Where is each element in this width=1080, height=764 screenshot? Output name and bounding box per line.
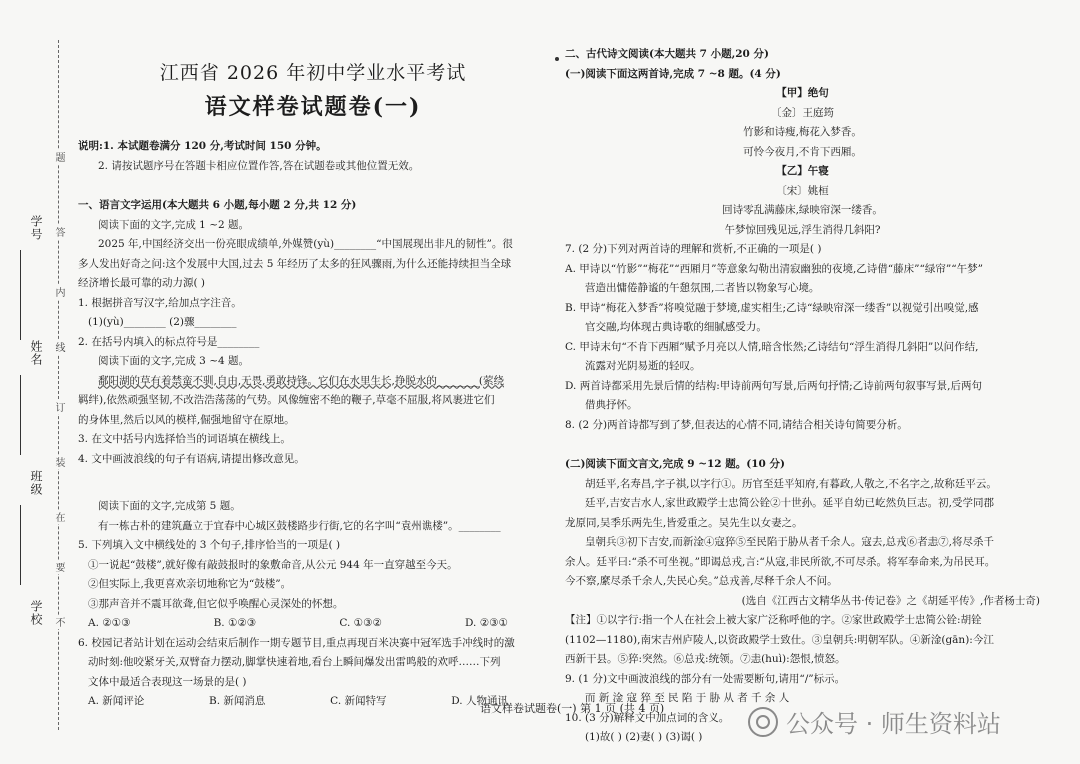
subsection-heading: (二)阅读下面文言文,完成 9 ~12 题。(10 分) — [565, 458, 785, 470]
passage-line: 龙原同,吴季乐两先生,皆爱重之。吴先生以女妻之。 — [565, 516, 803, 529]
passage-prompt: 阅读下面的文字,完成 3 ~4 题。 — [98, 355, 250, 367]
choice-b: B. 新闻消息 — [209, 695, 266, 707]
poem-title: 【乙】午寝 — [776, 165, 829, 177]
choice-options — [78, 692, 548, 712]
question: 1. 根据拼音写汉字,给加点字注音。 — [78, 296, 242, 309]
passage-line: 胡廷平,名寿昌,字子祺,以字行①。历官至廷平知府,有暮政,人敬之,不名字之,故称廷平云。 — [585, 477, 997, 490]
answer-blanks: (1)故( ) (2)妻( ) (3)谒( ) — [585, 731, 703, 743]
poem-line: 回诗零乱满藤床,绿映帘深一缕香。 — [722, 204, 883, 216]
instructions-line: 2. 请按试题序号在答题卡相应位置作答,答在试题卷或其他位置无效。 — [98, 159, 420, 172]
passage-line: 多人发出好奇之问:这个发展中大国,过去 5 年经历了太多的狂风骤雨,为什么还能持续担当全球 — [78, 257, 512, 270]
choice-c: C. 新闻特写 — [330, 695, 387, 707]
binding-margin — [0, 0, 78, 764]
paper-title: 语文样卷试题卷(一) — [204, 93, 422, 120]
question: 10. (3 分)解释文中加点词的含义。 — [565, 711, 730, 724]
question: 9. (1 分)文中画波浪线的部分有一处需要断句,请用“/”标示。 — [565, 672, 846, 685]
passage-line: 鄱阳湖的草有着禁蛮不驯,自由,无畏,勇敢持锋。它们在水里生长,挣脱水的________(萦绕 — [98, 374, 504, 387]
page-footer: 语文样卷试题卷(一) 第 1 页 (共 4 页) — [480, 702, 665, 715]
answer-blanks: (1)(yù)________ (2)骤________ — [88, 316, 237, 328]
choice-b: B. ①②③ — [213, 617, 257, 629]
subsection-heading: (一)阅读下面这两首诗,完成 7 ~8 题。(4 分) — [565, 67, 781, 80]
cut-mark: 装 — [53, 457, 64, 467]
question: 7. (2 分)下列对两首诗的理解和赏析,不正确的一项是( ) — [565, 243, 822, 255]
class-label: 班级 — [29, 470, 43, 496]
question: 3. 在文中括号内选择恰当的词语填在横线上。 — [78, 433, 291, 445]
passage-line: 廷平,吉安吉水人,家世政殿学士忠简公铨②十世孙。延平自幼已屹然负巨志。初,受学同郡 — [585, 497, 995, 509]
question: 4. 文中画波浪线的句子有语病,请提出修改意见。 — [78, 452, 305, 465]
question: 6. 校园记者站计划在运动会结束后制作一期专题节目,重点再现百米决赛中冠军选手冲线时的激 — [78, 636, 515, 649]
passage-source: (选自《江西古文精华丛书·传记卷》之《胡延平传》,作者杨士奇) — [741, 594, 1040, 607]
passage-line: 的身体里,然后以风的模样,倔强地留守在原地。 — [78, 413, 295, 426]
name-label: 姓名 — [29, 340, 43, 366]
choice-d: D. ②③① — [465, 617, 508, 629]
cut-mark: 要 — [53, 562, 64, 572]
note-line: (1102—1180),南宋吉州庐陵人,以资政殿学士致仕。③皇朝兵:明朝军队。④新淦(gān):今江 — [565, 633, 994, 646]
passage-line: 2025 年,中国经济交出一份亮眼成绩单,外媒赞(yù)________“中国展现出非凡的韧性”。很 — [98, 238, 513, 250]
watermark-text: 公众号 · 师生资料站 — [786, 710, 1001, 738]
question-text: 而 新 淦 寇 猝 至 民 陷 于 胁 从 者 千 余 人 — [585, 692, 790, 704]
sentence-option: ②但实际上,我更喜欢亲切地称它为“鼓楼”。 — [88, 578, 292, 590]
poem-line: 午梦惊回残见远,浮生消得几斜阳? — [724, 223, 881, 236]
choice-line: 流露对光阴易逝的轻叹。 — [585, 360, 701, 372]
passage-line: 皇朝兵③初下吉安,而新淦④寇猝⑤至民陷于胁从者千余人。寇去,总戎⑥者恚⑦,将尽杀千 — [585, 536, 995, 548]
question: 8. (2 分)两首诗都写到了梦,但表达的心情不同,请结合相关诗句简要分析。 — [565, 418, 908, 431]
poem-line: 竹影和诗瘦,梅花入梦香。 — [743, 126, 862, 138]
choice-options — [78, 614, 548, 634]
poem-author: 〔金〕王庭筠 — [771, 106, 834, 119]
poem-author: 〔宋〕姚桓 — [776, 184, 829, 197]
name-blank — [20, 375, 35, 455]
exam-title: 江西省 2026 年初中学业水平考试 — [159, 62, 467, 84]
sentence-option: ①一说起“鼓楼”,就好像有敲鼓报时的象敷命音,从公元 944 年一直穿越至今天。 — [88, 558, 458, 571]
school-label: 学校 — [29, 600, 43, 626]
section-heading: 一、语言文字运用(本大题共 6 小题,每小题 2 分,共 12 分) — [78, 199, 357, 211]
choice-a: A. 新闻评论 — [88, 695, 145, 707]
passage-prompt: 阅读下面的文字,完成第 5 题。 — [98, 500, 241, 512]
class-blank — [20, 505, 35, 585]
left-column — [78, 50, 548, 712]
passage-line: 有一栋古朴的建筑矗立于宜春中心城区鼓楼路步行街,它的名字叫“袁州谯楼”。________ — [98, 519, 501, 532]
choice-c: C. ①③② — [339, 617, 382, 629]
choice-line: 借典抒怀。 — [585, 399, 638, 411]
choice-line: 官交融,均体现古典诗歌的细腻感受力。 — [585, 321, 767, 333]
choice-d: D. 人物通讯 — [451, 695, 508, 707]
id-blank — [20, 250, 35, 340]
right-column — [565, 45, 1040, 748]
choice-a: A. ②①③ — [88, 617, 131, 629]
student-id-label: 学号 — [29, 215, 43, 241]
choice-line: C. 甲诗末句“不肯下西厢”赋予月亮以人情,暗含怅然;乙诗结句“浮生消得几斜阳”以问作结, — [565, 340, 979, 353]
passage-prompt: 阅读下面的文字,完成 1 ~2 题。 — [98, 218, 250, 231]
passage-line: 今不察,縻尽杀千余人,失民心矣。”总戎善,尽释千余人不问。 — [565, 575, 838, 587]
bullet-dot — [555, 57, 559, 61]
note-line: 【注】①以字行:指一个人在社会上被大家广泛称呼他的字。②家世政殿学士忠简公铨:胡铨 — [565, 614, 982, 626]
wechat-icon — [748, 707, 778, 737]
passage-line: 余人。廷平曰:“杀不可坐视。”即谒总戎,言:“从寇,非民所欲,不可尽杀。将军奉命来,为吊民耳。 — [565, 555, 996, 568]
cut-mark: 题 — [53, 152, 64, 162]
cut-mark: 不 — [53, 617, 64, 627]
passage-line: 羁绊),依然顽强坚韧,不改浩浩荡荡的气势。风像缠密不绝的鞭子,草毫不屈服,将风裹进它们 — [78, 394, 495, 406]
passage-line: 经济增长最可靠的动力源( ) — [78, 277, 206, 289]
cut-mark: 在 — [53, 512, 64, 522]
watermark — [748, 704, 1001, 739]
note-line: 西新干县。⑤猝:突然。⑥总戎:统领。⑦恚(huì):怨恨,愤怒。 — [565, 653, 846, 665]
poem-line: 可怜今夜月,不肯下西厢。 — [743, 145, 862, 158]
cut-mark: 订 — [53, 402, 64, 412]
cut-mark: 答 — [53, 227, 64, 237]
choice-line: D. 两首诗都采用先景后情的结构:甲诗前两句写景,后两句抒情;乙诗前两句叙事写景,后两句 — [565, 379, 982, 392]
question: 文体中最适合表现这一场景的是( ) — [88, 675, 247, 688]
instructions-line: 说明:1. 本试题卷满分 120 分,考试时间 150 分钟。 — [78, 140, 327, 152]
choice-line: A. 甲诗以“竹影”“梅花”“西厢月”等意象勾勒出清寂幽独的夜境,乙诗借“藤床”“绿帘”“午梦” — [565, 262, 984, 275]
cut-mark: 内 — [53, 287, 64, 297]
choice-line: 营造出慵倦静谧的午憩氛围,二者皆以物象写心境。 — [585, 282, 820, 294]
cut-mark: 线 — [53, 342, 64, 352]
question: 2. 在括号内填入的标点符号是________ — [78, 335, 260, 348]
question: 5. 下列填入文中横线处的 3 个句子,排序恰当的一项是( ) — [78, 539, 341, 551]
question: 动时刻:他咬紧牙关,双臂奋力摆动,脚掌快速着地,看台上瞬间爆发出雷鸣般的欢呼……下列 — [88, 656, 501, 668]
sentence-option: ③那声音并不震耳欲聋,但它似乎唤醒心灵深处的怀想。 — [88, 597, 344, 610]
section-heading: 二、古代诗文阅读(本大题共 7 小题,20 分) — [565, 48, 769, 60]
choice-line: B. 甲诗“梅花入梦香”将嗅觉融于梦境,虚实相生;乙诗“绿映帘深一缕香”以视觉引出嗅觉,感 — [565, 301, 979, 314]
poem-title: 【甲】绝句 — [776, 87, 829, 99]
